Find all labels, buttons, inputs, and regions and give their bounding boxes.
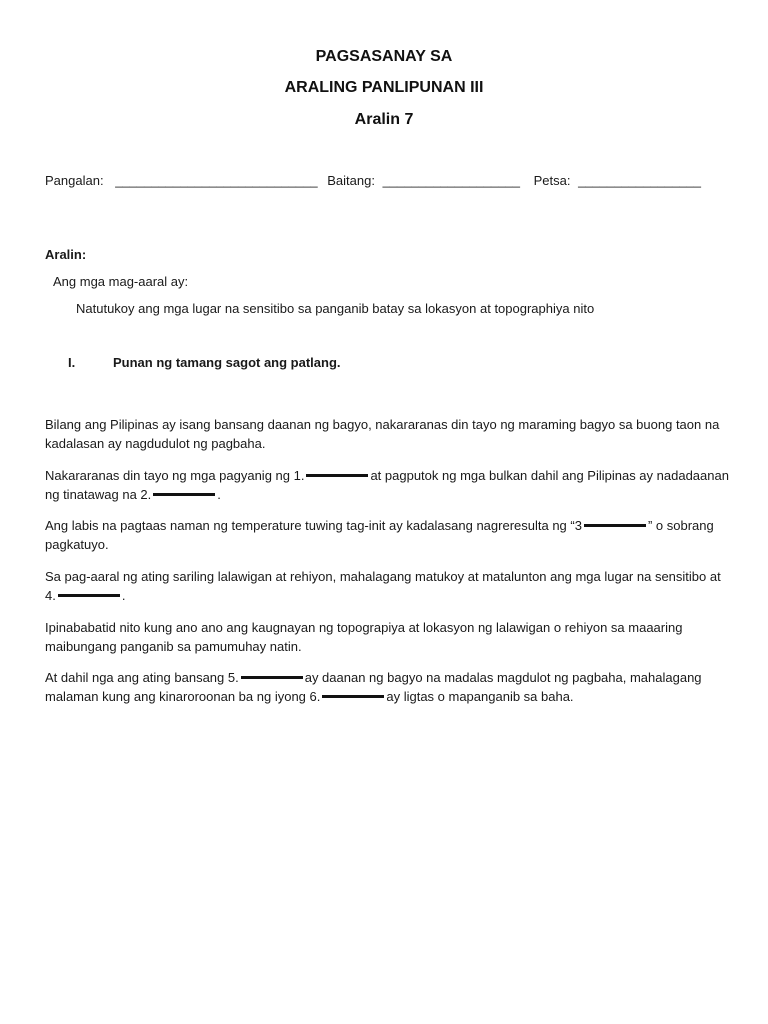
paragraph-5: Ipinababatid nito kung ano ano ang kaugnayan ng topograpiya at lokasyon ng lalawigan o rehiyon sa maaaring maibungang panganib sa pamumuhay natin. (45, 620, 683, 654)
answer-blank-6[interactable] (322, 695, 384, 698)
lesson-objective: Natutukoy ang mga lugar na sensitibo sa panganib batay sa lokasyon at topographiya nito (76, 301, 595, 316)
title-line-3: Aralin 7 (354, 111, 414, 128)
title-line-1: PAGSASANAY SA (315, 48, 453, 65)
paragraph-3-part-b: ” o sobrang pagkatuyo. (45, 518, 714, 552)
paragraph-4-part-b: . (121, 588, 126, 603)
grade-label: Baitang: (327, 173, 375, 188)
paragraph-2-part-b: at pagputok ng mga bulkan dahil ang Pilipinas ay nadadaanan ng tinatawag na 2. (45, 468, 729, 502)
date-label: Petsa: (533, 173, 571, 188)
answer-blank-1[interactable] (306, 474, 368, 477)
paragraph-2-part-c: . (217, 487, 221, 502)
paragraph-6-part-c: ay ligtas o mapanganib sa baha. (386, 689, 574, 704)
answer-blank-3[interactable] (584, 524, 646, 527)
paragraph-1: Bilang ang Pilipinas ay isang bansang daanan ng bagyo, nakararanas din tayo ng maraming bagyo sa buong taon na kadalasan ay nagdudulot ng pagbaha. (45, 417, 720, 451)
paragraph-2 (45, 466, 735, 504)
paragraph-3-part-a: Ang labis na pagtaas naman ng temperature tuwing tag-init ay kadalasang nagreresulta ng “3 (45, 518, 582, 533)
paragraph-4-part-a: Sa pag-aaral ng ating sariling lalawigan at rehiyon, mahalagang matukoy at matalunton ang mga lugar na sensitibo at 4. (45, 569, 721, 603)
lesson-intro: Ang mga mag-aaral ay: (53, 274, 189, 289)
date-field[interactable]: _________________ (578, 173, 701, 188)
section-number: I. (68, 355, 76, 370)
lesson-heading: Aralin: (45, 247, 87, 262)
paragraph-6-part-a: At dahil nga ang ating bansang 5. (45, 670, 239, 685)
answer-blank-5[interactable] (241, 676, 303, 679)
name-label: Pangalan: (45, 173, 104, 188)
section-instruction: Punan ng tamang sagot ang patlang. (113, 355, 341, 370)
paragraph-4 (45, 567, 735, 605)
grade-field[interactable]: ___________________ (382, 173, 520, 188)
student-info-row (45, 171, 735, 190)
answer-blank-2[interactable] (153, 493, 215, 496)
paragraph-3 (45, 516, 735, 554)
paragraph-6-part-b: ay daanan ng bagyo na madalas magdulot ng pagbaha, mahalagang malaman kung ang kinaroroonan ba ng iyong 6. (45, 670, 702, 704)
title-line-2: ARALING PANLIPUNAN III (284, 79, 484, 96)
paragraph-2-part-a: Nakararanas din tayo ng mga pagyanig ng 1. (45, 468, 305, 483)
paragraph-6 (45, 668, 735, 706)
answer-blank-4[interactable] (58, 594, 120, 597)
name-field[interactable]: ____________________________ (115, 173, 318, 188)
